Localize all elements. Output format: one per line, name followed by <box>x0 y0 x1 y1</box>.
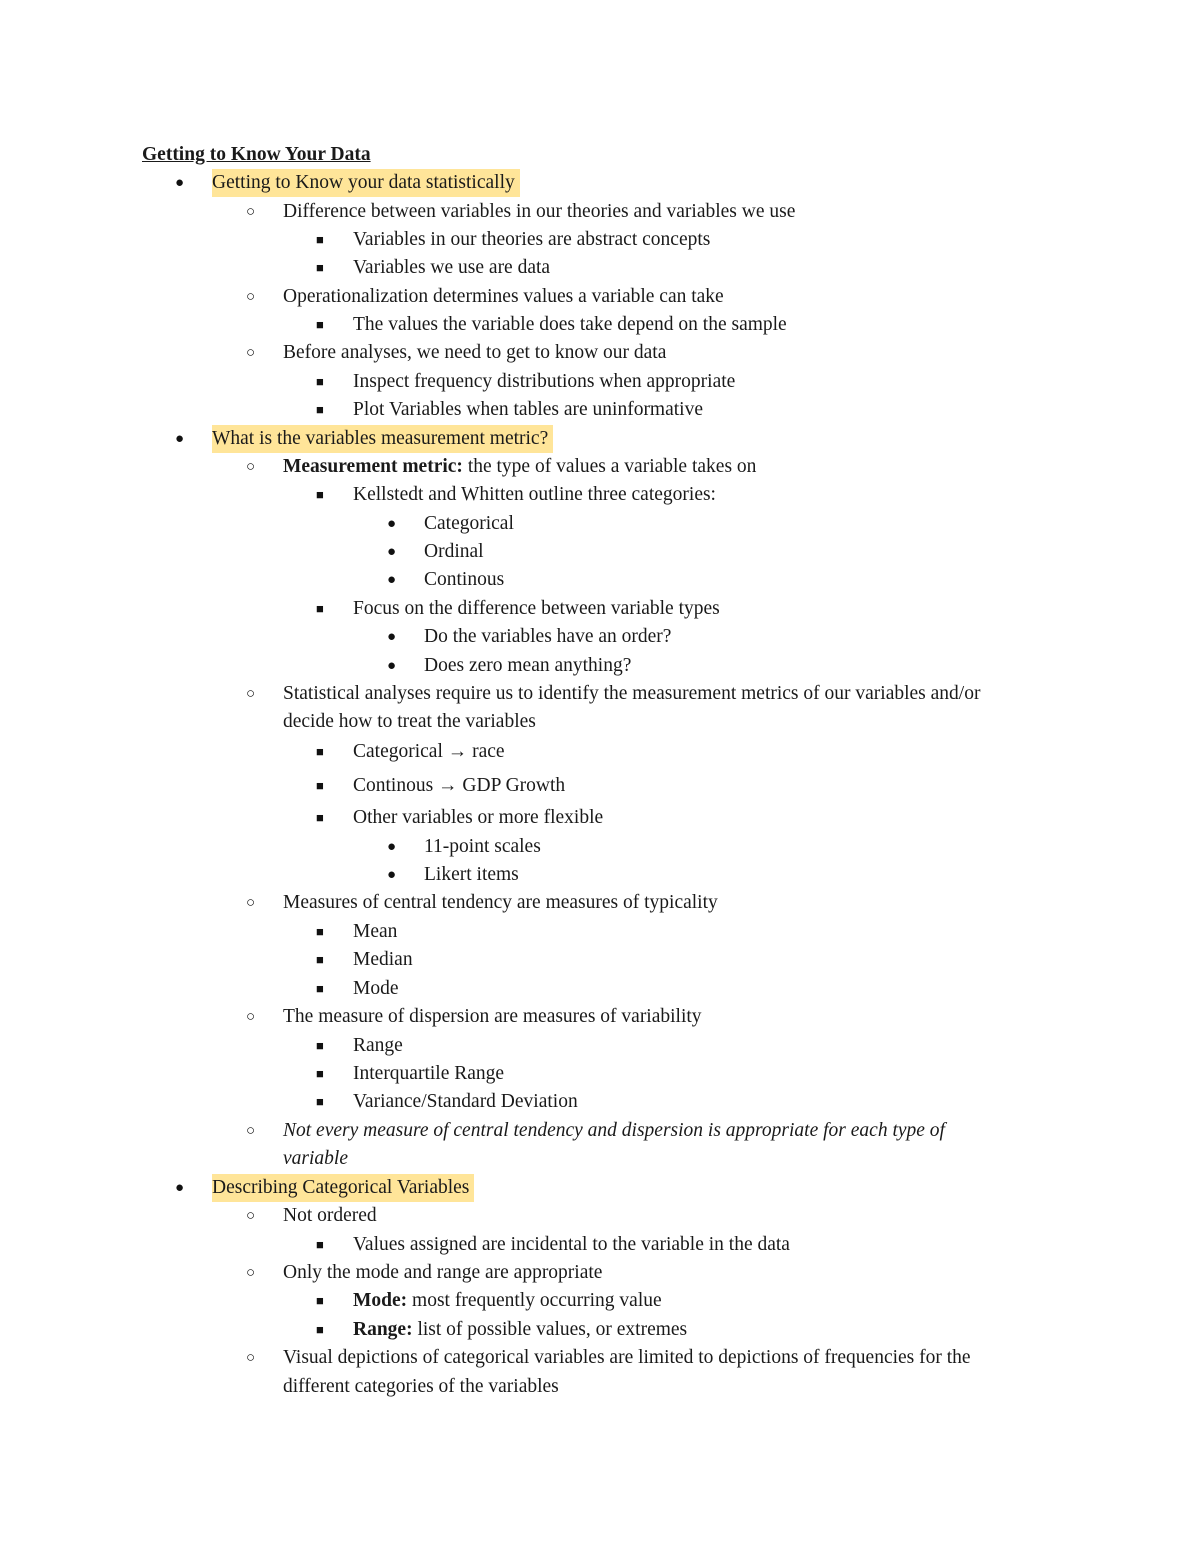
text-segment: Values assigned are incidental to the variable in the data <box>353 1234 790 1255</box>
list-item-level-4 <box>0 538 1200 566</box>
list-item-text <box>283 1145 348 1173</box>
list-item-text <box>353 738 505 766</box>
list-item-text <box>353 226 710 254</box>
text-segment: Kellstedt and Whitten outline three categories: <box>353 484 716 505</box>
list-item-level-1 <box>0 169 1200 197</box>
text-segment: Visual depictions of categorical variables are limited to depictions of frequencies for the <box>283 1347 971 1368</box>
square-marker: ■ <box>316 232 324 247</box>
circle-marker: ○ <box>246 1265 256 1281</box>
text-segment: The measure of dispersion are measures of variability <box>283 1006 702 1027</box>
list-item-level-3 <box>0 975 1200 1003</box>
text-segment: list of possible values, or extremes <box>412 1319 688 1340</box>
text-segment: Median <box>353 949 413 970</box>
square-marker: ■ <box>316 778 324 793</box>
list-item-text <box>424 623 671 651</box>
square-marker: ■ <box>316 810 324 825</box>
text-segment: Describing Categorical Variables <box>212 1177 470 1198</box>
square-marker: ■ <box>316 374 324 389</box>
text-segment: Variables in our theories are abstract concepts <box>353 229 711 250</box>
list-item-text <box>283 339 666 367</box>
list-item-level-4 <box>0 623 1200 651</box>
circle-marker: ○ <box>246 1350 256 1366</box>
text-segment: What is the variables measurement metric? <box>212 428 549 449</box>
text-segment: Plot Variables when tables are uninformative <box>353 399 704 420</box>
text-segment: Interquartile Range <box>353 1063 505 1084</box>
square-marker: ■ <box>316 487 324 502</box>
list-item-level-4 <box>0 652 1200 680</box>
list-item-level-2 <box>0 339 1200 367</box>
list-item-level-1 <box>0 425 1200 453</box>
list-item-text <box>283 1003 702 1031</box>
text-segment: decide how to treat the variables <box>283 711 536 732</box>
list-item-level-2 <box>0 1202 1200 1230</box>
list-item-level-2 <box>0 889 1200 917</box>
list-item-level-4 <box>0 861 1200 889</box>
list-item-text <box>283 198 795 226</box>
list-item-text <box>353 1060 504 1088</box>
list-item-text <box>212 169 520 197</box>
text-segment: different categories of the variables <box>283 1376 559 1397</box>
text-segment: variable <box>283 1148 348 1169</box>
list-item-text <box>353 1316 687 1344</box>
text-segment: Variables we use are data <box>353 257 551 278</box>
text-segment: Not every measure of central tendency and dispersion is appropriate for each type of <box>283 1120 945 1141</box>
square-marker: ■ <box>316 1038 324 1053</box>
list-item-text <box>353 595 720 623</box>
list-item-level-2 <box>0 1259 1200 1287</box>
text-segment: Mean <box>353 921 398 942</box>
circle-marker: ○ <box>246 459 256 475</box>
text-segment: Mode <box>353 978 399 999</box>
list-item-continuation <box>0 708 1200 736</box>
square-marker: ■ <box>316 952 324 967</box>
circle-marker: ○ <box>246 895 256 911</box>
square-marker: ■ <box>316 1237 324 1252</box>
list-item-text <box>283 453 756 481</box>
text-segment: Only the mode and range are appropriate <box>283 1262 603 1283</box>
list-item-level-2 <box>0 198 1200 226</box>
text-segment: Ordinal <box>424 541 484 562</box>
list-item-level-4 <box>0 566 1200 594</box>
circle-marker: ○ <box>246 1123 256 1139</box>
bullet-marker: ● <box>387 839 397 855</box>
list-item-level-4 <box>0 833 1200 861</box>
bullet-marker: ● <box>175 175 185 191</box>
text-segment: Other variables or more flexible <box>353 807 604 828</box>
list-item-level-2 <box>0 283 1200 311</box>
list-item-text <box>212 425 553 453</box>
square-marker: ■ <box>316 1322 324 1337</box>
list-item-text <box>353 311 787 339</box>
text-segment: Likert items <box>424 864 519 885</box>
list-item-level-2 <box>0 453 1200 481</box>
text-segment: The values the variable does take depend on the sample <box>353 314 787 335</box>
list-item-text <box>353 804 603 832</box>
list-item-text <box>353 1287 662 1315</box>
list-item-text <box>353 396 703 424</box>
list-item-text <box>424 652 631 680</box>
list-item-text <box>424 833 541 861</box>
list-item-level-3 <box>0 368 1200 396</box>
list-item-text <box>353 481 716 509</box>
bold-term: Range: <box>353 1319 413 1340</box>
list-item-text <box>283 708 536 736</box>
bullet-marker: ● <box>387 867 397 883</box>
text-segment: Continous <box>424 569 505 590</box>
list-item-text <box>424 538 484 566</box>
circle-marker: ○ <box>246 686 256 702</box>
list-item-level-3 <box>0 311 1200 339</box>
text-segment: Continous → GDP Growth <box>353 775 566 796</box>
text-segment: 11-point scales <box>424 836 541 857</box>
bullet-marker: ● <box>387 516 397 532</box>
circle-marker: ○ <box>246 1208 256 1224</box>
circle-marker: ○ <box>246 289 256 305</box>
list-item-level-2 <box>0 1003 1200 1031</box>
square-marker: ■ <box>316 317 324 332</box>
bullet-marker: ● <box>387 544 397 560</box>
list-item-level-2 <box>0 1344 1200 1372</box>
list-item-text <box>353 1032 403 1060</box>
list-item-level-3 <box>0 595 1200 623</box>
list-item-text <box>283 283 724 311</box>
text-segment: Measures of central tendency are measures of typicality <box>283 892 718 913</box>
list-item-text <box>353 1088 578 1116</box>
bold-term: Measurement metric: <box>283 456 463 477</box>
list-item-text <box>424 510 514 538</box>
list-item-level-3 <box>0 254 1200 282</box>
text-segment: Does zero mean anything? <box>424 655 632 676</box>
list-item-text <box>353 772 565 800</box>
list-item-text <box>353 254 550 282</box>
list-item-text <box>424 566 504 594</box>
list-item-text <box>353 918 397 946</box>
list-item-text <box>353 368 735 396</box>
text-segment: Difference between variables in our theories and variables we use <box>283 201 796 222</box>
list-item-level-3 <box>0 946 1200 974</box>
circle-marker: ○ <box>246 1009 256 1025</box>
list-item-level-3 <box>0 1032 1200 1060</box>
circle-marker: ○ <box>246 345 256 361</box>
list-item-text <box>424 861 519 889</box>
list-item-level-3 <box>0 1088 1200 1116</box>
text-segment: Before analyses, we need to get to know our data <box>283 342 667 363</box>
list-item-continuation <box>0 1145 1200 1173</box>
bullet-marker: ● <box>175 431 185 447</box>
text-segment: the type of values a variable takes on <box>462 456 757 477</box>
list-item-text <box>283 680 980 708</box>
square-marker: ■ <box>316 1066 324 1081</box>
list-item-level-3 <box>0 1316 1200 1344</box>
list-item-level-3 <box>0 1287 1200 1315</box>
circle-marker: ○ <box>246 204 256 220</box>
list-item-text <box>283 1373 559 1401</box>
list-item-text <box>353 946 413 974</box>
list-item-level-3 <box>0 772 1200 800</box>
bullet-marker: ● <box>387 658 397 674</box>
list-item-level-3 <box>0 481 1200 509</box>
list-item-level-3 <box>0 1231 1200 1259</box>
list-item-text <box>353 975 399 1003</box>
bullet-marker: ● <box>387 629 397 645</box>
list-item-text <box>283 1202 377 1230</box>
square-marker: ■ <box>316 924 324 939</box>
list-item-level-3 <box>0 918 1200 946</box>
list-item-level-3 <box>0 226 1200 254</box>
list-item-text <box>353 1231 790 1259</box>
text-segment: Range <box>353 1035 403 1056</box>
square-marker: ■ <box>316 402 324 417</box>
list-item-level-3 <box>0 1060 1200 1088</box>
list-item-level-2 <box>0 1117 1200 1145</box>
bullet-marker: ● <box>387 572 397 588</box>
page-title: Getting to Know Your Data <box>142 144 371 165</box>
text-segment: Getting to Know your data statistically <box>212 172 515 193</box>
list-item-level-1 <box>0 1174 1200 1202</box>
list-item-level-3 <box>0 738 1200 766</box>
list-item-level-4 <box>0 510 1200 538</box>
square-marker: ■ <box>316 1293 324 1308</box>
list-item-level-3 <box>0 396 1200 424</box>
text-segment: Inspect frequency distributions when appropriate <box>353 371 736 392</box>
square-marker: ■ <box>316 744 324 759</box>
list-item-continuation <box>0 1373 1200 1401</box>
text-segment: Focus on the difference between variable types <box>353 598 720 619</box>
bold-term: Mode: <box>353 1290 408 1311</box>
list-item-text <box>283 889 718 917</box>
list-item-level-3 <box>0 804 1200 832</box>
text-segment: Variance/Standard Deviation <box>353 1091 578 1112</box>
text-segment: Categorical → race <box>353 741 505 762</box>
list-item-text <box>212 1174 474 1202</box>
list-item-text <box>283 1117 945 1145</box>
text-segment: most frequently occurring value <box>407 1290 662 1311</box>
text-segment: Statistical analyses require us to identify the measurement metrics of our variables and/or <box>283 683 981 704</box>
text-segment: Categorical <box>424 513 514 534</box>
square-marker: ■ <box>316 260 324 275</box>
square-marker: ■ <box>316 1094 324 1109</box>
text-segment: Not ordered <box>283 1205 377 1226</box>
bullet-marker: ● <box>175 1180 185 1196</box>
list-item-text <box>283 1259 602 1287</box>
text-segment: Operationalization determines values a variable can take <box>283 286 724 307</box>
square-marker: ■ <box>316 981 324 996</box>
square-marker: ■ <box>316 601 324 616</box>
list-item-level-2 <box>0 680 1200 708</box>
list-item-text <box>283 1344 971 1372</box>
text-segment: Do the variables have an order? <box>424 626 672 647</box>
